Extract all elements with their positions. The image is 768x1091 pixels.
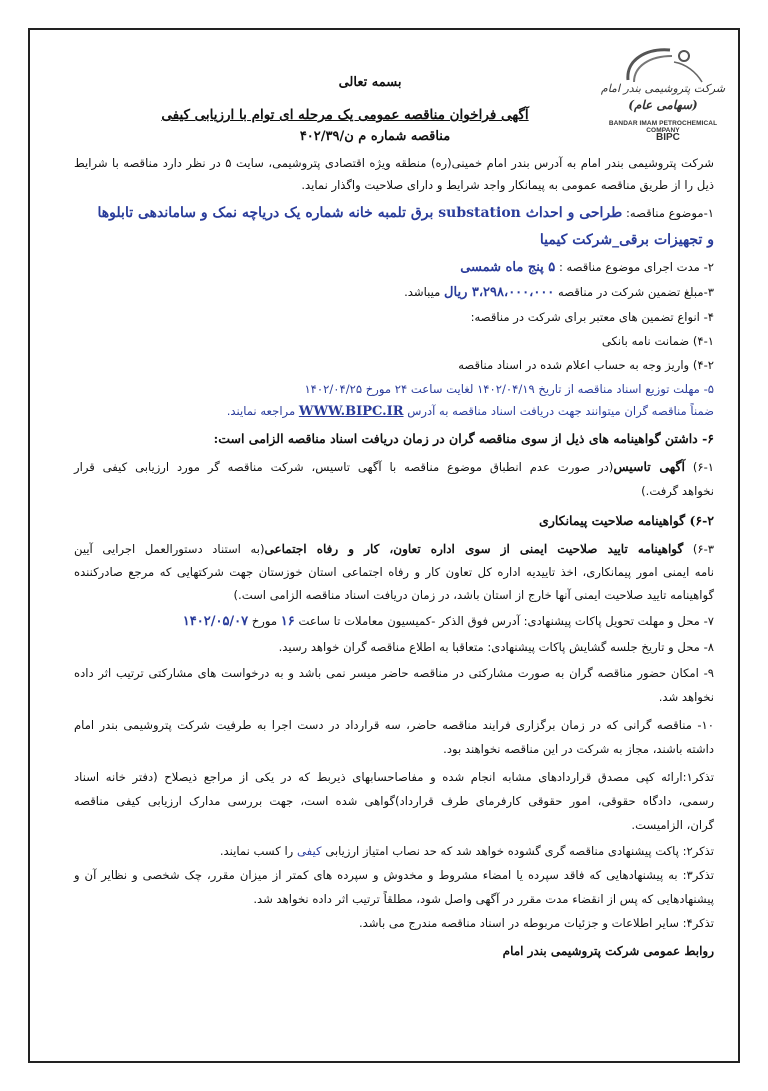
item-4-2: ۴-۲) واریز وجه به حساب اعلام شده در اسناد مناقصه <box>458 358 714 372</box>
intro-line-1: شرکت پتروشیمی بندر امام به آدرس بندر امام خمینی(ره) منطقه ویژه اقتصادی پتروشیمی، سایت ۵ در نظر دارد مناقصه با شرایط <box>74 156 715 170</box>
website-link[interactable]: WWW.BIPC.IR <box>298 404 404 419</box>
item-1-subject-text-2: و تجهیزات برقی_شرکت کیمیا <box>539 232 714 248</box>
item-10-line-2: داشته باشند، مجاز به شرکت در این مناقصه نخواهند بود. <box>443 742 714 756</box>
note-3-line-1: تذکر۳: به پیشنهادهایی که فاقد سپرده یا امضاء مشروط و مخدوش و سپرده های کمتر از میزان مقرر، چک شخصی و نظایر آن و <box>74 868 714 882</box>
item-6-3-line-3: گواهینامه تایید صلاحیت ایمنی آنها خارج از استان باشد، در زمان دریافت اسناد مناقصه الزامی است.) <box>233 588 714 602</box>
item-6-1: ۶-۱) آگهی تاسیس(در صورت عدم انطباق موضوع مناقصه با آگهی تاسیس، شرکت مناقصه گر مورد ارزیابی کیفی قرار <box>74 459 714 474</box>
footer-signature: روابط عمومی شرکت پتروشیمی بندر امام <box>502 944 714 958</box>
item-2-value: ۵ پنج ماه شمسی <box>460 260 556 275</box>
item-6-1-line-2: نخواهد گرفت.) <box>641 484 714 498</box>
item-2-duration: ۲- مدت اجرای موضوع مناقصه : ۵ پنج ماه شمسی <box>460 260 714 275</box>
item-8-opening: ۸- محل و تاریخ جلسه گشایش پاکات پیشنهادی: متعاقبا به اطلاع مناقصه گران خواهد رسید. <box>278 640 714 654</box>
item-5-distribution-deadline: ۵- مهلت توزیع اسناد مناقصه از تاریخ ۱۴۰۲/۰۴/۱۹ لغایت ساعت ۲۴ مورخ ۱۴۰۲/۰۴/۲۵ <box>304 382 714 396</box>
item-9-line-2: نخواهد شد. <box>658 690 714 704</box>
item-4-1: ۴-۱) ضمانت نامه بانکی <box>601 334 714 348</box>
item-1-prefix: ۱-موضوع مناقصه: <box>622 206 714 220</box>
note-2: تذکر۲: پاکت پیشنهادی مناقصه گری گشوده خواهد شد که حد نصاب امتیاز ارزیابی کیفی را کسب نمایند. <box>219 844 714 858</box>
tender-number: مناقصه شماره م ن/۴۰۲/۳۹ <box>299 129 451 144</box>
item-3-guarantee-amount: ۳-مبلغ تضمین شرکت در مناقصه ۳،۲۹۸،۰۰۰،۰۰۰ ریال میباشد. <box>404 285 714 300</box>
item-6-3: ۶-۳) گواهینامه تایید صلاحیت ایمنی از سوی اداره تعاون، کار و رفاه اجتماعی(به استناد دستورالعمل اجرایی آیین <box>74 542 714 556</box>
item-1-subject <box>74 204 714 222</box>
basmala: بسمه تعالی <box>338 75 402 90</box>
note-1-line-1: تذکر۱:ارائه کپی مصدق قراردادهای مشابه انجام شده و مفاصاحسابهای ذیربط که در یکی از مراجع ذیصلاح (دفتر خانه اسناد <box>74 770 714 784</box>
item-3-value: ۳،۲۹۸،۰۰۰،۰۰۰ ریال <box>444 285 555 300</box>
item-7-date: ۱۴۰۲/۰۵/۰۷ <box>182 614 249 629</box>
document-page <box>28 28 740 1063</box>
page-title: آگهی فراخوان مناقصه عمومی یک مرحله ای توام با ارزیابی کیفی <box>161 107 529 123</box>
logo-english-name: BANDAR IMAM PETROCHEMICAL COMPANY <box>608 120 718 134</box>
logo-abbreviation: BIPC <box>656 132 680 143</box>
company-logo <box>598 42 728 160</box>
item-9-line-1: ۹- امکان حضور مناقصه گران به صورت مشارکتی در مناقصه حاضر میسر نمی باشد و به درخواست های مشارکتی ترتیب اثر داده <box>74 666 714 680</box>
item-6-certificates: ۶- داشتن گواهینامه های ذیل از سوی مناقصه گران در زمان دریافت اسناد مناقصه الزامی است: <box>213 431 714 446</box>
note-3-line-2: پیشنهادهایی که پس از انقضاء مدت مقرر در آگهی واصل شود، مطلقاً ترتیب اثر داده نخواهد شد. <box>253 892 714 906</box>
note-1-line-3: گران، الزامیست. <box>631 818 714 832</box>
note-1-line-2: رسمی، دادگاه حقوقی، امور حقوقی کارفرمای طرف قرارداد)گواهی شده است، جهت بررسی مدارک ارزیابی کیفی مناقصه <box>74 794 714 808</box>
item-6-3-line-2: نامه ایمنی امور پیمانکاری، اخذ تاییدیه اداره کل تعاون کار و رفاه اجتماعی استان خوزستان جهت شرکتهایی که مرجع صادرکننده <box>74 565 714 579</box>
item-10-line-1: ۱۰- مناقصه گرانی که در زمان برگزاری فرایند مناقصه حاضر، سه قرارداد در دست اجرا به طرفیت شرکت پتروشیمی بندر امام <box>74 718 714 732</box>
item-4-guarantee-types: ۴- انواع تضمین های معتبر برای شرکت در مناقصه: <box>470 310 714 324</box>
logo-company-name: شرکت پتروشیمی بندر امام <box>600 82 726 95</box>
item-7-submission: ۷- محل و مهلت تحویل پاکات پیشنهادی: آدرس فوق الذکر -کمیسیون معاملات تا ساعت ۱۶ مورخ ۱۴۰۲/۰۵/۰۷ <box>182 614 714 629</box>
note-2-highlight: کیفی <box>296 844 322 858</box>
logo-company-type: (سهامی عام) <box>628 98 698 112</box>
note-4: تذکر۴: سایر اطلاعات و جزئیات مربوطه در اسناد مناقصه مندرج می باشد. <box>358 916 714 930</box>
intro-line-2: ذیل را از طریق مناقصه عمومی به پیمانکار واجد شرایط و دارای صلاحیت واگذار نماید. <box>301 178 714 192</box>
item-5-note: ضمناً مناقصه گران میتوانند جهت دریافت اسناد مناقصه به آدرس WWW.BIPC.IR مراجعه نمایند. <box>226 404 714 419</box>
item-6-2: ۶-۲) گواهینامه صلاحیت پیمانکاری <box>539 513 714 528</box>
item-1-subject-text: طراحی و احداث substation برق تلمبه خانه شماره یک دریاچه نمک و ساماندهی تابلوها <box>97 205 623 221</box>
